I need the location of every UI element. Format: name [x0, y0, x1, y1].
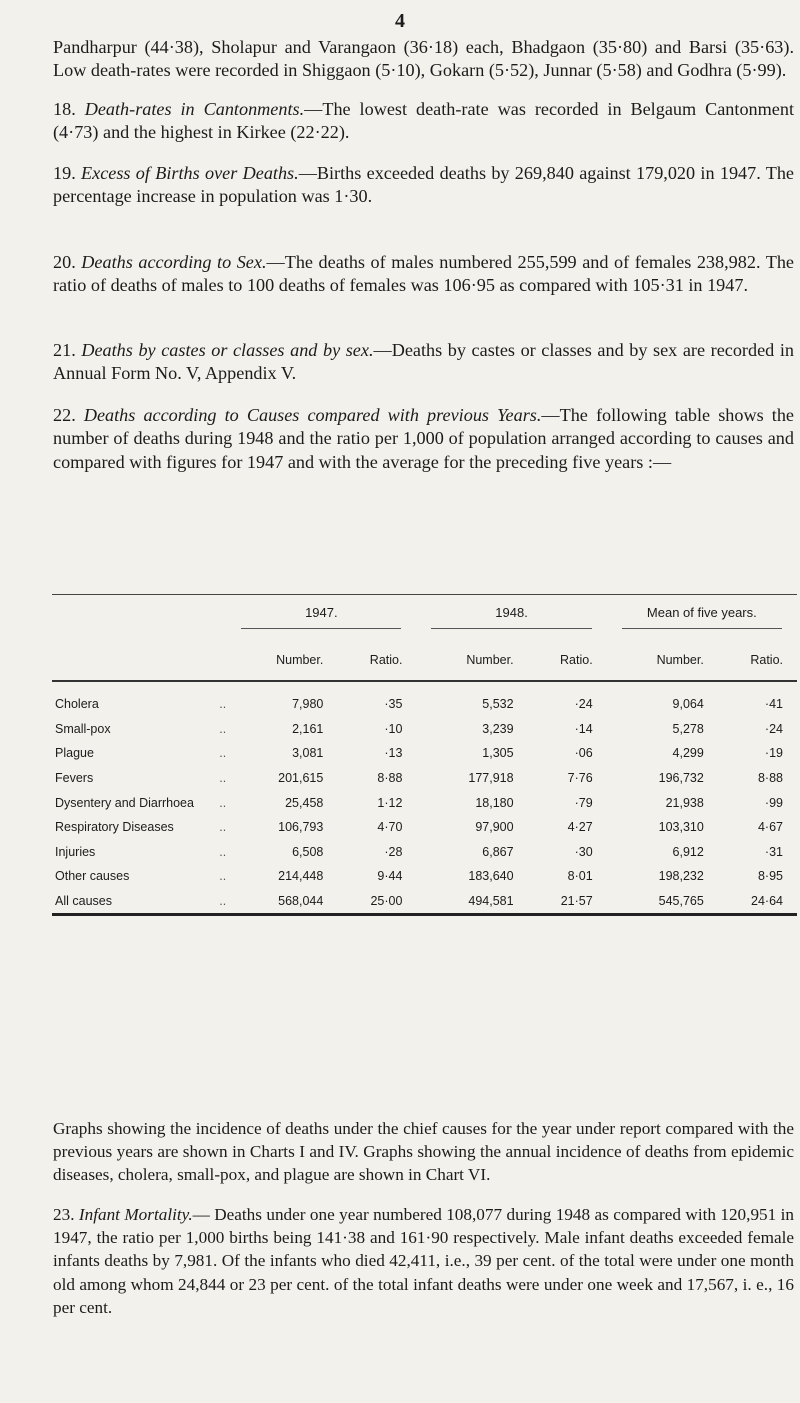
ratio-cell: 8·88 [757, 771, 783, 786]
ratio-cell: 7·76 [567, 771, 593, 786]
cause-name: Small-pox [55, 721, 111, 736]
ratio-cell: 8·95 [757, 869, 783, 884]
table-row [52, 717, 797, 742]
section-22 [53, 404, 794, 474]
leader-dots: .. [219, 894, 227, 909]
ratio-cell: 4·67 [757, 820, 783, 835]
number-cell: 21,938 [665, 795, 704, 810]
section-text: —Births exceeded deaths by 269,840 against 179,020 in 1947. The percentage increase in population was 1·30. [53, 163, 795, 207]
section-23 [53, 1203, 794, 1319]
ratio-cell: 8·01 [567, 869, 593, 884]
section-number: 23. [53, 1205, 75, 1224]
table-row [52, 766, 797, 791]
table-corner-cell [52, 640, 226, 681]
cause-name: Cholera [55, 697, 99, 712]
table-row [52, 889, 797, 915]
cause-cell [52, 766, 226, 791]
number-cell: 1,305 [482, 746, 514, 761]
cause-name: Injuries [55, 844, 96, 859]
cause-name: Other causes [55, 869, 130, 884]
number-cell: 6,508 [292, 844, 324, 859]
section-text: — Deaths under one year numbered 108,077 during 1948 as compared with 120,951 in 1947, the ratio per 1,000 births being 141·38 and 161·90 respectively. Male infant deaths exceeded female infants deaths by 7,981. Of the infants who died 42,411, i.e., 39 per cent. of the total were under one month old among whom 24,844 or 23 per cent. of the total infant deaths were under one week and 17,567, i. e., 16 per cent. [53, 1205, 794, 1317]
group-header-1947: 1947. [226, 595, 416, 641]
ratio-cell: ·31 [764, 844, 783, 859]
ratio-cell: ·79 [574, 795, 593, 810]
ratio-cell: ·28 [384, 844, 403, 859]
table-row [52, 790, 797, 815]
section-number: 20. [53, 252, 76, 272]
leader-dots: .. [219, 697, 227, 712]
cause-cell [52, 889, 226, 915]
ratio-cell: 4·27 [567, 820, 593, 835]
ratio-cell: 24·64 [751, 894, 783, 909]
section-19 [53, 162, 794, 209]
ratio-cell: 4·70 [377, 820, 403, 835]
ratio-cell: 25·00 [370, 894, 403, 909]
number-cell: 2,161 [292, 721, 324, 736]
number-cell: 6,867 [482, 844, 514, 859]
number-cell: 3,239 [482, 721, 514, 736]
number-cell: 214,448 [278, 869, 324, 884]
table-row [52, 681, 797, 717]
cause-cell [52, 717, 226, 742]
cause-cell [52, 741, 226, 766]
number-cell: 183,640 [468, 869, 514, 884]
section-number: 19. [53, 163, 76, 183]
cause-name: Respiratory Diseases [55, 820, 174, 835]
table-body [52, 681, 797, 915]
number-cell: 97,900 [475, 820, 514, 835]
section-heading: Deaths by castes or classes and by sex. [81, 340, 374, 360]
leader-dots: .. [219, 869, 227, 884]
number-cell: 103,310 [658, 820, 704, 835]
section-text: —Deaths by castes or classes and by sex are recorded in Annual Form No. V, Appendix V. [53, 340, 794, 384]
section-18 [53, 98, 794, 145]
cause-name: All causes [55, 894, 112, 909]
ratio-cell: ·24 [574, 697, 593, 712]
number-cell: 7,980 [292, 697, 324, 712]
leader-dots: .. [219, 746, 227, 761]
ratio-cell: ·99 [764, 795, 783, 810]
column-header: Ratio. [329, 640, 416, 681]
number-cell: 5,278 [672, 721, 704, 736]
section-number: 21. [53, 340, 76, 360]
ratio-cell: ·35 [384, 697, 403, 712]
lead-paragraph: Pandharpur (44·38), Sholapur and Varangaon (36·18) each, Bhadgaon (35·80) and Barsi (35·63). Low death-rates were recorded in Shiggaon (5·10), Gokarn (5·52), Junnar (5·58) and Godhra (5·99). [53, 37, 794, 81]
number-cell: 201,615 [278, 771, 324, 786]
deaths-by-cause-table [52, 594, 797, 916]
section-21 [53, 339, 794, 386]
ratio-cell: ·10 [384, 721, 403, 736]
number-cell: 196,732 [658, 771, 704, 786]
table-row [52, 840, 797, 865]
leader-dots: .. [219, 771, 227, 786]
number-cell: 25,458 [285, 795, 324, 810]
ratio-cell: 9·44 [377, 869, 403, 884]
ratio-cell: ·24 [764, 721, 783, 736]
column-header: Ratio. [520, 640, 607, 681]
group-header-mean: Mean of five years. [607, 595, 797, 641]
number-cell: 18,180 [475, 795, 514, 810]
section-text: —The lowest death-rate was recorded in Belgaum Cantonment (4·73) and the highest in Kirkee (22·22). [53, 99, 794, 143]
mortality-table [52, 594, 797, 916]
column-header: Ratio. [710, 640, 797, 681]
graphs-paragraph: Graphs showing the incidence of deaths under the chief causes for the year under report compared with the previous years are shown in Charts I and IV. Graphs showing the annual incidence of deaths from epidemic diseases, cholera, small-pox, and plague are shown in Chart VI. [53, 1119, 794, 1185]
number-cell: 494,581 [468, 894, 514, 909]
table-group-header-row [52, 595, 797, 641]
column-header: Number. [226, 640, 329, 681]
column-header: Number. [416, 640, 519, 681]
number-cell: 3,081 [292, 746, 324, 761]
ratio-cell: ·14 [574, 721, 593, 736]
cause-cell [52, 681, 226, 717]
ratio-cell: ·41 [764, 697, 783, 712]
cause-cell [52, 815, 226, 840]
table-sub-header-row [52, 640, 797, 681]
table-row [52, 741, 797, 766]
leader-dots: .. [219, 844, 227, 859]
number-cell: 568,044 [278, 894, 324, 909]
ratio-cell: 1·12 [377, 795, 403, 810]
cause-cell [52, 840, 226, 865]
number-cell: 545,765 [658, 894, 704, 909]
cause-cell [52, 864, 226, 889]
leader-dots: .. [219, 820, 227, 835]
section-heading: Deaths according to Sex. [81, 252, 267, 272]
column-header: Number. [607, 640, 710, 681]
section-number: 22. [53, 405, 76, 425]
number-cell: 177,918 [468, 771, 514, 786]
cause-name: Plague [55, 746, 94, 761]
number-cell: 6,912 [672, 844, 704, 859]
section-number: 18. [53, 99, 76, 119]
leader-dots: .. [219, 795, 227, 810]
number-cell: 5,532 [482, 697, 514, 712]
section-20 [53, 251, 794, 298]
table-corner-cell [52, 595, 226, 641]
ratio-cell: ·19 [764, 746, 783, 761]
ratio-cell: ·13 [384, 746, 403, 761]
number-cell: 198,232 [658, 869, 704, 884]
number-cell: 9,064 [672, 697, 704, 712]
cause-cell [52, 790, 226, 815]
section-text: —The following table shows the number of deaths during 1948 and the ratio per 1,000 of population arranged according to causes and compared with figures for 1947 and with the average for the preceding five years :— [53, 405, 794, 472]
ratio-cell: ·06 [574, 746, 593, 761]
table-row [52, 864, 797, 889]
group-header-1948: 1948. [416, 595, 606, 641]
number-cell: 106,793 [278, 820, 324, 835]
leader-dots: .. [219, 721, 227, 736]
section-text: —The deaths of males numbered 255,599 and of females 238,982. The ratio of deaths of males to 100 deaths of females was 106·95 as compared with 105·31 in 1947. [53, 252, 795, 296]
ratio-cell: 8·88 [377, 771, 403, 786]
section-heading: Deaths according to Causes compared with previous Years. [83, 405, 542, 425]
ratio-cell: ·30 [574, 844, 593, 859]
cause-name: Dysentery and Diarrhoea [55, 795, 194, 810]
section-heading: Infant Mortality. [78, 1205, 193, 1224]
cause-name: Fevers [55, 771, 94, 786]
section-heading: Death-rates in Cantonments. [84, 99, 305, 119]
number-cell: 4,299 [672, 746, 704, 761]
ratio-cell: 21·57 [560, 894, 593, 909]
table-row [52, 815, 797, 840]
section-heading: Excess of Births over Deaths. [81, 163, 299, 183]
page-number: 4 [395, 10, 405, 32]
